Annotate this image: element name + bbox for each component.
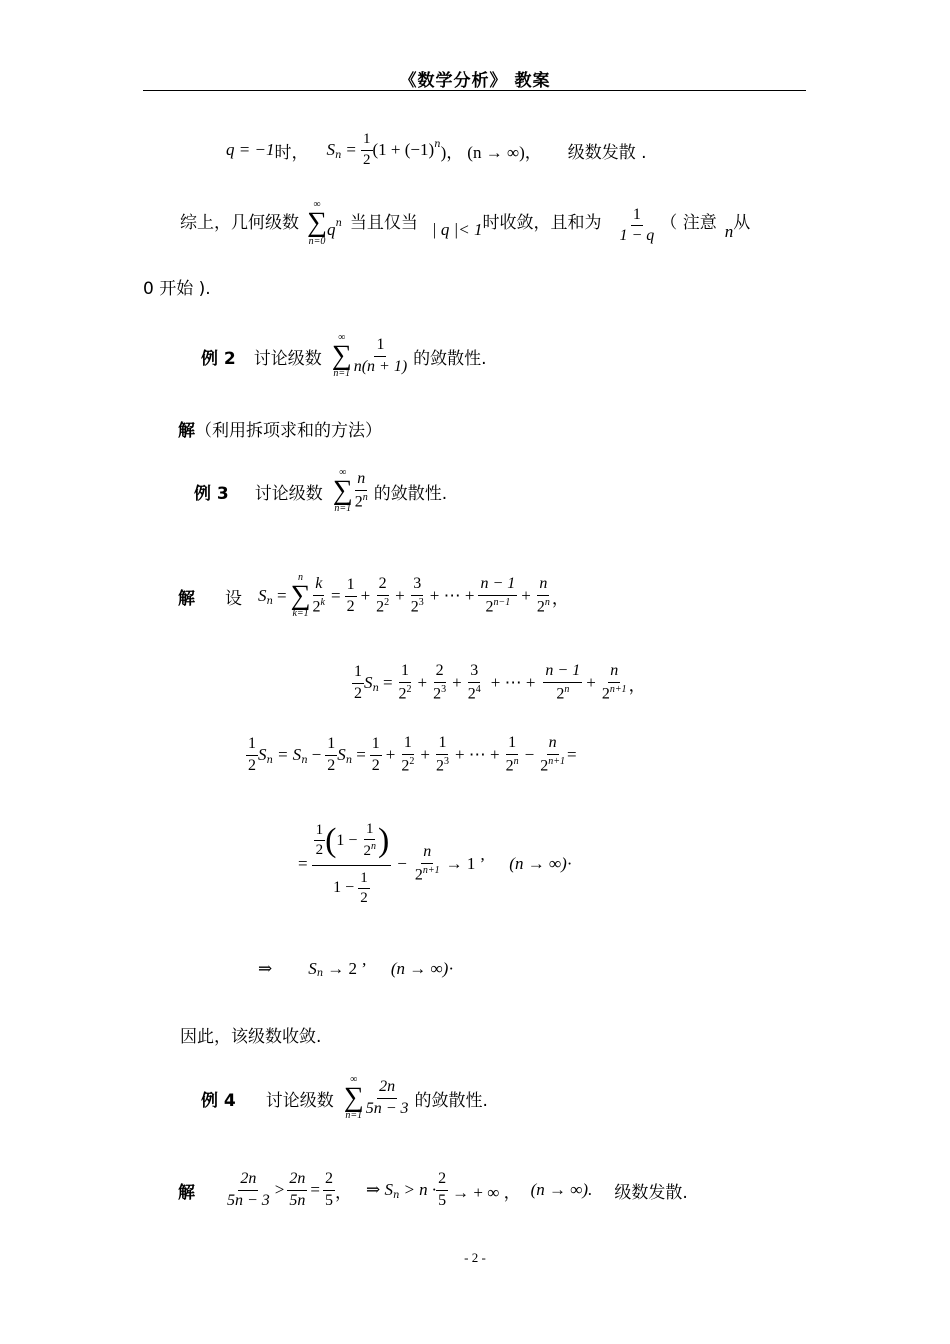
frac-t4: $\frac{1}{2^n}$ bbox=[505, 734, 519, 775]
implies-symbol: ⇒ bbox=[258, 958, 273, 978]
example-3-text: 讨论级数 bbox=[254, 483, 323, 504]
frac-t2: $\frac{2}{2^2}$ bbox=[376, 575, 390, 616]
dots: + ⋯ + bbox=[454, 745, 500, 764]
eq: = bbox=[346, 140, 356, 159]
sum-fraction: $\frac{1}{1 - q}$ bbox=[619, 206, 655, 245]
q-eq: q = −1 bbox=[226, 140, 275, 159]
example-3-fraction: $\frac{n}{2^n}$ bbox=[354, 470, 368, 511]
bracket-close: )， bbox=[440, 142, 464, 162]
sn-sub: n bbox=[266, 595, 273, 607]
solution-2-label: 解 bbox=[178, 421, 195, 441]
s-sub: n bbox=[372, 682, 379, 694]
page-number: - 2 - bbox=[464, 1250, 486, 1265]
example-4-text: 讨论级数 bbox=[265, 1090, 334, 1111]
limit-expr: (n → ∞)， bbox=[467, 142, 542, 162]
frac-k: $\frac{k}{2^k}$ bbox=[312, 575, 325, 616]
dots: + ⋯ + bbox=[429, 586, 475, 605]
half: $\frac{1}{2}$ bbox=[354, 663, 362, 702]
frac-t5: $\frac{n}{2^n}$ bbox=[536, 575, 550, 616]
example-3-sum: ∞ ∑ n=1 bbox=[332, 466, 353, 515]
frac-3: $\frac{2}{5}$ bbox=[324, 1170, 333, 1209]
solution-3-line5 bbox=[258, 958, 454, 979]
summation-symbol: ∞ ∑ n=0 bbox=[307, 199, 327, 247]
example-2-label: 例 2 bbox=[201, 348, 236, 369]
line-q-neg1 bbox=[226, 126, 647, 174]
example-2-sum: ∞ ∑ n=1 bbox=[331, 331, 352, 380]
frac-t5: $\frac{n}{2^{n+1}}$ bbox=[540, 734, 565, 775]
s-sub: n bbox=[266, 754, 273, 766]
arrow: → 1 ’ bbox=[445, 854, 486, 873]
tail-fraction: $\frac{n}{2^{n+1}}$ bbox=[414, 843, 440, 884]
example-2-text: 讨论级数 bbox=[253, 348, 322, 369]
bracket-expr: (1 + (−1) bbox=[372, 140, 435, 159]
gt: > bbox=[274, 1180, 285, 1199]
frac-2: $\frac{2n}{5n}$ bbox=[289, 1170, 306, 1209]
comma: ， bbox=[334, 1182, 352, 1202]
note-n: n bbox=[724, 222, 734, 241]
solution-2 bbox=[178, 416, 382, 441]
cond-math: | q |< 1 bbox=[431, 220, 483, 239]
dot: · bbox=[448, 958, 454, 978]
note-open: （ 注意 bbox=[660, 213, 717, 233]
summary-line bbox=[180, 200, 750, 264]
bracket-sup: n bbox=[434, 138, 441, 150]
s-symbol: S bbox=[258, 745, 267, 764]
frac-t2: $\frac{2}{2^3}$ bbox=[433, 662, 447, 703]
s-symbol: S bbox=[308, 958, 317, 978]
dots: + ⋯ + bbox=[490, 673, 536, 692]
frac-t1: $\frac{1}{2}$ bbox=[346, 576, 355, 615]
arrow: → 2 ’ bbox=[327, 958, 367, 978]
shi-text: 时， bbox=[274, 142, 309, 163]
eq: = bbox=[276, 586, 287, 605]
term-q: q bbox=[326, 220, 336, 239]
example-3-tail: 的敛散性. bbox=[373, 483, 448, 504]
example-4-fraction: $\frac{2n}{5n - 3}$ bbox=[365, 1078, 409, 1117]
conclusion-text: 级数发散 . bbox=[567, 142, 647, 163]
limit: (n → ∞). bbox=[530, 1180, 593, 1199]
half-fraction: $\frac{1}{2}$ bbox=[363, 131, 371, 168]
frac-t3: $\frac{1}{2^3}$ bbox=[435, 734, 449, 775]
eq: = bbox=[310, 1180, 320, 1199]
end: ， bbox=[628, 675, 646, 695]
s-sub: n bbox=[316, 968, 324, 979]
header-title: 《数学分析》 教案 bbox=[399, 71, 551, 91]
sn-symbol: S bbox=[258, 586, 267, 605]
example-3-label: 例 3 bbox=[194, 483, 229, 504]
frac-1: $\frac{2n}{5n - 3}$ bbox=[227, 1170, 270, 1209]
solution-2-text: （利用拆项求和的方法） bbox=[195, 421, 382, 441]
summary-lead: 综上，几何级数 bbox=[180, 213, 299, 233]
example-2-tail: 的敛散性. bbox=[413, 348, 487, 369]
arrow: → + ∞ ， bbox=[452, 1182, 521, 1202]
note-from: 从 bbox=[733, 213, 751, 233]
frac-t5: $\frac{n}{2^{n+1}}$ bbox=[601, 662, 627, 703]
frac-t2: $\frac{1}{2^2}$ bbox=[401, 734, 415, 775]
s-symbol: S bbox=[364, 673, 373, 692]
solution-3-line1: 解 设 S $_n$ = n ∑ k=1 $\frac{k}{2^k}$ = $\frac{1}{2}$ + $\frac{2}{2^2}$ + $\frac{3}{2^3}$ + ⋯ + $\frac{n - 1}{2^{n-1}}$ + $\frac{n}{2^n}$ ， bbox=[178, 571, 569, 620]
eq-s: = S bbox=[276, 745, 302, 764]
frac-t4: $\frac{n - 1}{2^{n-1}}$ bbox=[480, 575, 516, 616]
frac-t1: $\frac{1}{2}$ bbox=[371, 735, 380, 774]
example-4 bbox=[201, 1066, 488, 1130]
end: = bbox=[567, 745, 577, 764]
implies: ⇒ S bbox=[365, 1180, 393, 1199]
solution-4 bbox=[178, 1162, 688, 1218]
sub-n: n bbox=[392, 1189, 400, 1201]
half-2: $\frac{1}{2}$ bbox=[327, 735, 336, 774]
example-3 bbox=[194, 462, 447, 520]
example-4-tail: 的敛散性. bbox=[414, 1090, 488, 1111]
frac-t4: $\frac{n - 1}{2^n}$ bbox=[545, 662, 581, 703]
dot: · bbox=[566, 854, 573, 873]
example-2-fraction: $\frac{1}{n(n + 1)}$ bbox=[353, 336, 408, 375]
solution-3-conclusion: 因此，该级数收敛. bbox=[180, 1027, 322, 1047]
cond-text: 当且仅当 bbox=[349, 213, 418, 233]
solution-4-label: 解 bbox=[178, 1182, 195, 1203]
solution-3-line2: $\frac{1}{2}$ S $_n$ = $\frac{1}{2^2}$ + $\frac{2}{2^3}$ + $\frac{3}{2^4}$ + ⋯ + $\frac{n - 1}{2^n}$ + $\frac{n}{2^{n+1}}$ ， bbox=[354, 662, 646, 703]
example-4-label: 例 4 bbox=[201, 1090, 236, 1111]
solution-4-conclusion: 级数发散. bbox=[614, 1182, 688, 1203]
frac-t3: $\frac{3}{2^3}$ bbox=[410, 575, 424, 616]
gt-n: > n · bbox=[403, 1180, 437, 1199]
compound-fraction: $\frac{1}{2}$ ( 1 − $\frac{1}{2^n}$ ) 1 − $\frac{1}{2}$ bbox=[312, 821, 392, 907]
limit: (n → ∞) bbox=[390, 958, 449, 978]
limit: (n → ∞) bbox=[509, 854, 567, 873]
summary-line2: 0 开始 ). bbox=[143, 279, 211, 299]
solution-3-label: 解 bbox=[178, 588, 195, 609]
sum-k: n ∑ k=1 bbox=[290, 571, 311, 620]
conv-text: 时收敛，且和为 bbox=[482, 213, 602, 233]
sn-sub: n bbox=[334, 149, 342, 161]
solution-3-line3: $\frac{1}{2}$ S $_n$ = S $_n$ − $\frac{1}{2}$ S $_n$ = $\frac{1}{2}$ + $\frac{1}{2^2}$ + $\frac{1}{2^3}$ + ⋯ + $\frac{1}{2^n}$ − $\frac{n}{2^{n+1}}$ = bbox=[248, 734, 577, 775]
frac-t3: $\frac{3}{2^4}$ bbox=[467, 662, 481, 703]
solution-3-she: 设 bbox=[225, 588, 242, 609]
term-sup: n bbox=[335, 218, 342, 229]
end: ， bbox=[551, 588, 569, 608]
half: $\frac{1}{2}$ bbox=[248, 735, 256, 774]
example-2 bbox=[201, 328, 487, 384]
solution-3-line4 bbox=[298, 812, 572, 916]
eq: = bbox=[298, 854, 308, 873]
header-rule bbox=[143, 90, 806, 91]
example-4-sum: ∞ ∑ n=1 bbox=[343, 1073, 364, 1122]
frac-4: $\frac{2}{5}$ bbox=[438, 1170, 447, 1209]
minus: − bbox=[397, 854, 407, 873]
frac-t1: $\frac{1}{2^2}$ bbox=[398, 662, 412, 703]
sn-symbol: S bbox=[326, 140, 335, 159]
